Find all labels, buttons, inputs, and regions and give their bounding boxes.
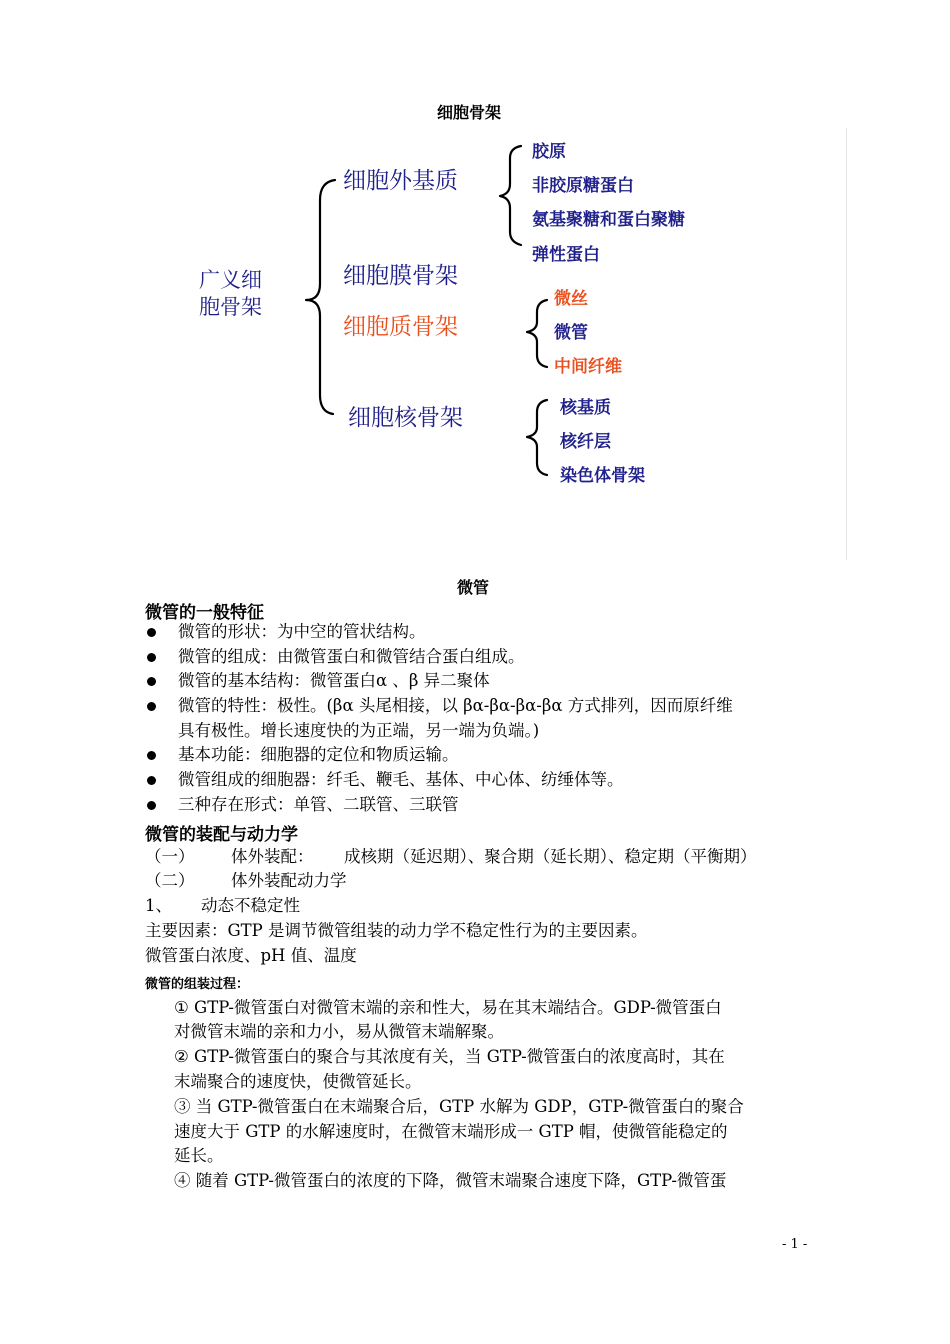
process-line: ② GTP-微管蛋白的聚合与其浓度有关，当 GTP-微管蛋白的浓度高时，其在 bbox=[174, 1047, 725, 1066]
bullet-item: 微管的形状：为中空的管状结构。 bbox=[178, 622, 426, 641]
nucleus-item: 染色体骨架 bbox=[560, 466, 645, 486]
bullet-dot bbox=[147, 677, 156, 686]
general-heading: 微管的一般特征 bbox=[145, 603, 264, 623]
process-line: ① GTP-微管蛋白对微管末端的亲和性大，易在其末端结合。GDP-微管蛋白 bbox=[174, 998, 722, 1017]
bullet-dot bbox=[147, 628, 156, 637]
branch-membrane: 细胞膜骨架 bbox=[343, 263, 458, 289]
ecm-item: 非胶原糖蛋白 bbox=[532, 176, 634, 196]
nucleus-brace bbox=[527, 400, 547, 475]
list-label: 体外装配动力学 bbox=[231, 871, 347, 890]
bullet-item: 微管组成的细胞器：纤毛、鞭毛、基体、中心体、纺缍体等。 bbox=[178, 770, 624, 789]
ecm-brace bbox=[500, 146, 521, 245]
bullet-item-continuation: 具有极性。增长速度快的为正端，另一端为负端。) bbox=[178, 721, 540, 740]
bullet-item: 微管的特性：极性。(βα 头尾相接，以 βα-βα-βα-βα 方式排列，因而原纤维 bbox=[178, 696, 733, 715]
list-label: 体外装配： bbox=[231, 847, 314, 866]
branch-cytoplasm: 细胞质骨架 bbox=[343, 314, 458, 340]
nucleus-item: 核基质 bbox=[560, 398, 611, 418]
list-number: 1、 bbox=[145, 896, 172, 915]
cytoplasm-item: 微丝 bbox=[554, 289, 588, 309]
bullet-dot bbox=[147, 653, 156, 662]
nucleus-item: 核纤层 bbox=[560, 432, 611, 452]
bullet-item: 微管的基本结构：微管蛋白α 、β 异二聚体 bbox=[178, 671, 490, 690]
process-line: ③ 当 GTP-微管蛋白在末端聚合后，GTP 水解为 GDP，GTP-微管蛋白的聚合 bbox=[174, 1097, 744, 1116]
bullet-dot bbox=[147, 751, 156, 760]
cytoplasm-item: 中间纤维 bbox=[554, 357, 622, 377]
ecm-item: 胶原 bbox=[532, 142, 566, 162]
branch-ecm: 细胞外基质 bbox=[343, 168, 458, 194]
main-brace bbox=[306, 180, 335, 414]
root-label-line1: 广义细 bbox=[199, 268, 262, 292]
section-title: 微管 bbox=[457, 578, 490, 597]
bullet-dot bbox=[147, 702, 156, 711]
root-label-line2: 胞骨架 bbox=[199, 295, 262, 319]
list-number: （一） bbox=[145, 847, 195, 866]
bullet-dot bbox=[147, 776, 156, 785]
ecm-item: 氨基聚糖和蛋白聚糖 bbox=[532, 210, 685, 230]
bullet-item: 微管的组成：由微管蛋白和微管结合蛋白组成。 bbox=[178, 647, 525, 666]
assembly-heading: 微管的装配与动力学 bbox=[145, 825, 298, 845]
branch-nucleus: 细胞核骨架 bbox=[348, 405, 463, 431]
cytoplasm-item: 微管 bbox=[554, 323, 588, 343]
bullet-item: 三种存在形式：单管、二联管、三联管 bbox=[178, 795, 459, 814]
cytoplasm-brace bbox=[527, 300, 547, 367]
process-line: 速度大于 GTP 的水解速度时，在微管末端形成一 GTP 帽，使微管能稳定的 bbox=[174, 1122, 728, 1141]
paragraph-line: 微管蛋白浓度、pH 值、温度 bbox=[145, 946, 357, 965]
process-line: 对微管末端的亲和力小，易从微管末端解聚。 bbox=[174, 1022, 504, 1041]
list-label: 动态不稳定性 bbox=[201, 896, 300, 915]
bullet-dot bbox=[147, 801, 156, 810]
process-heading: 微管的组装过程： bbox=[145, 977, 250, 992]
process-line: ④ 随着 GTP-微管蛋白的浓度的下降，微管末端聚合速度下降，GTP-微管蛋 bbox=[174, 1171, 727, 1190]
paragraph-line: 主要因素：GTP 是调节微管组装的动力学不稳定性行为的主要因素。 bbox=[145, 921, 648, 940]
page-number: - 1 - bbox=[782, 1237, 808, 1252]
list-number: （二） bbox=[145, 871, 195, 890]
diagram-title: 细胞骨架 bbox=[437, 103, 502, 122]
ecm-item: 弹性蛋白 bbox=[532, 245, 600, 265]
process-line: 延长。 bbox=[174, 1146, 224, 1165]
brace-connectors bbox=[0, 0, 950, 560]
process-line: 末端聚合的速度快，使微管延长。 bbox=[174, 1072, 422, 1091]
list-text: 成核期（延迟期）、聚合期（延长期）、稳定期（平衡期） bbox=[344, 847, 757, 866]
bullet-item: 基本功能：细胞器的定位和物质运输。 bbox=[178, 745, 459, 764]
